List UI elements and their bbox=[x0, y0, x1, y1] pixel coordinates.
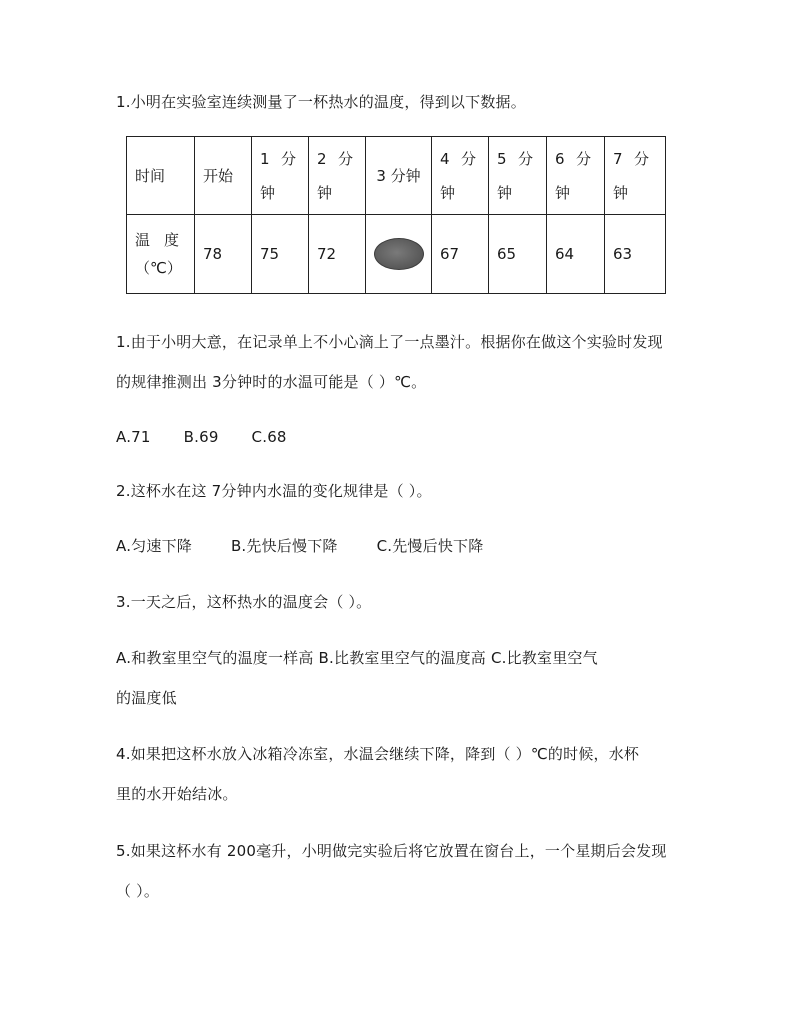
question-5-line-2: （ ）。 bbox=[116, 882, 160, 900]
question-2-line-1: 2.这杯水在这 7分钟内水温的变化规律是（ ）。 bbox=[116, 482, 432, 500]
value-start: 78 bbox=[195, 215, 252, 294]
ink-blot bbox=[374, 238, 424, 270]
question-3-options-line-1: A.和教室里空气的温度一样高 B.比教室里空气的温度高 C.比教室里空气 bbox=[116, 649, 598, 667]
header-time-label: 时间 bbox=[127, 137, 195, 215]
header-minute-2: 2 分 钟 bbox=[309, 137, 366, 215]
row-temperature-label: 温 度 （℃） bbox=[127, 215, 195, 294]
question-4-line-1: 4.如果把这杯水放入冰箱冷冻室，水温会继续下降，降到（ ）℃的时候，水杯 bbox=[116, 745, 640, 763]
header-minute-4: 4 分 钟 bbox=[432, 137, 489, 215]
question-2-options bbox=[116, 536, 483, 556]
header-minute-7: 7 分 钟 bbox=[605, 137, 666, 215]
header-minute-1: 1 分 钟 bbox=[252, 137, 309, 215]
question-1-line-1: 1.由于小明大意，在记录单上不小心滴上了一点墨汁。根据你在做这个实验时发现 bbox=[116, 333, 663, 351]
value-minute-2: 72 bbox=[309, 215, 366, 294]
header-minute-6: 6 分 钟 bbox=[547, 137, 605, 215]
question-5-line-1: 5.如果这杯水有 200毫升，小明做完实验后将它放置在窗台上，一个星期后会发现 bbox=[116, 842, 667, 860]
question-1-option-a: A.71 bbox=[116, 428, 151, 446]
question-3-options-line-2: 的温度低 bbox=[116, 689, 177, 707]
value-minute-7: 63 bbox=[605, 215, 666, 294]
header-minute-3: 3 分钟 bbox=[366, 137, 432, 215]
question-1-option-b: B.69 bbox=[183, 428, 219, 446]
question-4-line-2: 里的水开始结冰。 bbox=[116, 785, 238, 803]
value-minute-5: 65 bbox=[489, 215, 547, 294]
question-1-options bbox=[116, 427, 287, 447]
question-1-line-2: 的规律推测出 3分钟时的水温可能是（ ）℃。 bbox=[116, 373, 427, 391]
question-1-option-c: C.68 bbox=[251, 428, 287, 446]
value-minute-1: 75 bbox=[252, 215, 309, 294]
value-minute-3 bbox=[366, 215, 432, 294]
question-2-option-c: C.先慢后快下降 bbox=[376, 537, 484, 555]
table-temperature-row bbox=[127, 215, 666, 294]
header-start: 开始 bbox=[195, 137, 252, 215]
value-minute-4: 67 bbox=[432, 215, 489, 294]
question-2-option-b: B.先快后慢下降 bbox=[230, 537, 338, 555]
value-minute-6: 64 bbox=[547, 215, 605, 294]
question-3-line-1: 3.一天之后，这杯热水的温度会（ ）。 bbox=[116, 593, 372, 611]
header-minute-5: 5 分 钟 bbox=[489, 137, 547, 215]
temperature-table bbox=[126, 136, 666, 294]
table-header-row bbox=[127, 137, 666, 215]
intro-text: 1.小明在实验室连续测量了一杯热水的温度，得到以下数据。 bbox=[116, 93, 526, 111]
question-2-option-a: A.匀速下降 bbox=[116, 537, 192, 555]
